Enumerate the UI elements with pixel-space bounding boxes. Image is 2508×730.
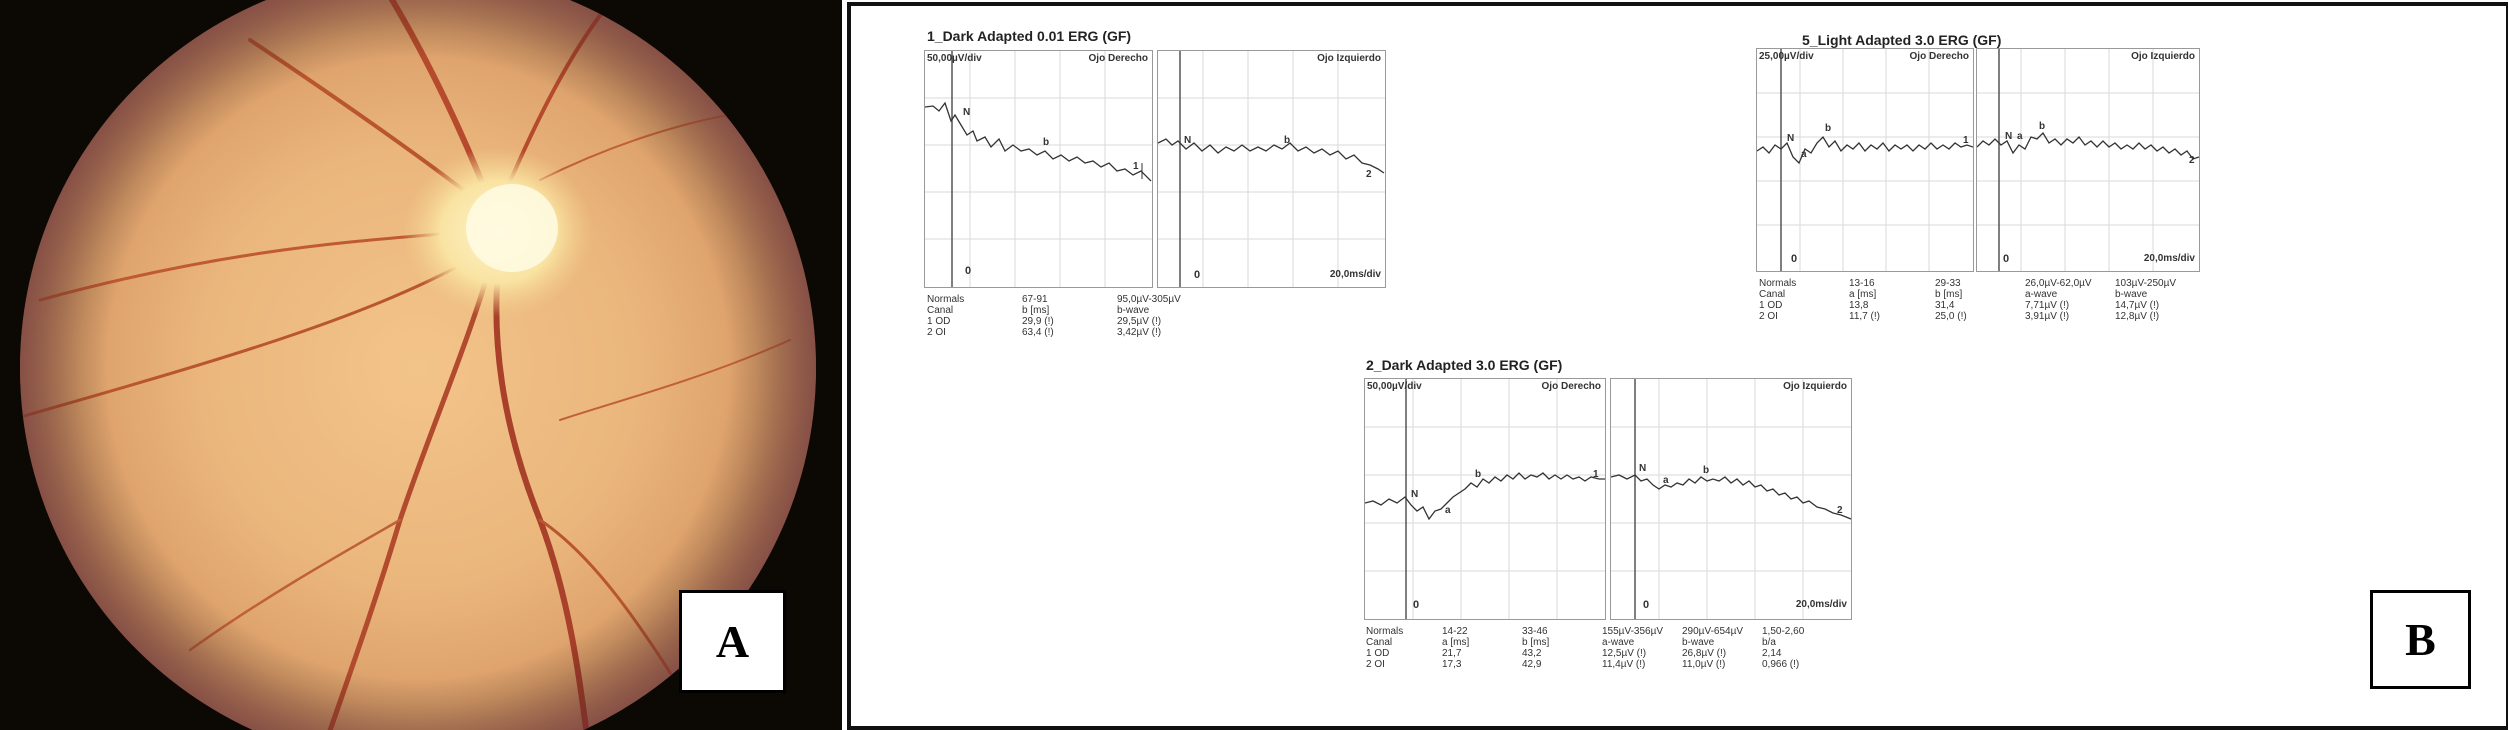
panel-b	[845, 0, 2508, 730]
plot5-time-scale: 20,0ms/div	[2143, 253, 2195, 264]
plot2-table-row: 2 OI 17,3 42,9 11,4µV (!) 11,0µV (!) 0,966 (!)	[1366, 659, 1800, 670]
plot2-left-trace	[1611, 475, 1851, 519]
plot5-left-grid	[1977, 49, 2199, 271]
plot2-scale-label: 50,00µV/div	[1367, 381, 1422, 392]
plot2-left-eye-label: Ojo Izquierdo	[1783, 381, 1847, 392]
plot5-table-row: 1 OD 13,8 31,4 7,71µV (!) 14,7µV (!)	[1759, 300, 2160, 311]
plot2-title: 2_Dark Adapted 3.0 ERG (GF)	[1366, 357, 1563, 373]
plot2-left-zero: 0	[1643, 599, 1650, 611]
plot1-right-eye	[924, 50, 1153, 288]
plot5-left-marker-2: 2	[2189, 155, 2195, 166]
plot2-right-marker-b: b	[1475, 469, 1482, 480]
plot2-left-marker-a: a	[1663, 475, 1669, 486]
plot5-left-marker-n: N	[2005, 131, 2013, 142]
plot1-scale-label: 50,00µV/div	[927, 53, 982, 64]
plot1-left-marker-n: N	[1184, 135, 1192, 146]
plot5-right-marker-n: N	[1787, 133, 1795, 144]
plot5-table-row: Canal a [ms] b [ms] a-wave b-wave	[1759, 289, 2148, 300]
plot2-right-eye	[1364, 378, 1606, 620]
plot2-left-marker-2: 2	[1837, 505, 1843, 516]
plot1-table-row: 1 OD 29,9 (!) 29,5µV (!)	[927, 316, 1162, 327]
plot5-left-zero: 0	[2003, 253, 2010, 265]
plot2-table-row: Normals 14-22 33-46 155µV-356µV 290µV-654µV 1,50-2,60	[1366, 626, 1805, 637]
plot1-left-eye	[1157, 50, 1386, 288]
plot5-right-eye	[1756, 48, 1974, 272]
plot1-right-zero: 0	[965, 265, 972, 277]
plot5-scale-label: 25,00µV/div	[1759, 51, 1814, 62]
plot1-right-grid	[925, 51, 1152, 287]
plot5-table-row: 2 OI 11,7 (!) 25,0 (!) 3,91µV (!) 12,8µV (!)	[1759, 311, 2160, 322]
plot2-left-grid	[1611, 379, 1851, 619]
plot2-right-grid	[1365, 379, 1605, 619]
plot1-time-scale: 20,0ms/div	[1329, 269, 1381, 280]
plot1-left-marker-2: 2	[1366, 169, 1372, 180]
plot1-left-zero: 0	[1194, 269, 1201, 281]
plot2-right-eye-label: Ojo Derecho	[1541, 381, 1601, 392]
plot1-left-marker-b: b	[1284, 135, 1291, 146]
plot2-right-trace	[1365, 473, 1605, 519]
plot1-right-marker-n: N	[963, 107, 971, 118]
plot2-results-table	[1366, 626, 1846, 670]
plot5-right-marker-a: a	[1801, 149, 1807, 160]
plot2-right-marker-a: a	[1445, 505, 1451, 516]
plot5-title: 5_Light Adapted 3.0 ERG (GF)	[1802, 32, 2002, 48]
plot1-left-eye-label: Ojo Izquierdo	[1317, 53, 1381, 64]
plot5-right-zero: 0	[1791, 253, 1798, 265]
plot2-left-marker-n: N	[1639, 463, 1647, 474]
panel-a-label: A	[679, 590, 786, 693]
plot2-table-row: Canal a [ms] b [ms] a-wave b-wave b/a	[1366, 637, 1776, 648]
plot2-time-scale: 20,0ms/div	[1795, 599, 1847, 610]
plot5-table-row: Normals 13-16 29-33 26,0µV-62,0µV 103µV-250µV	[1759, 278, 2177, 289]
plot1-left-trace	[1158, 139, 1384, 173]
plot1-table-row: 2 OI 63,4 (!) 3,42µV (!)	[927, 327, 1162, 338]
plot1-right-trace	[925, 103, 1151, 181]
plot2-table-row: 1 OD 21,7 43,2 12,5µV (!) 26,8µV (!) 2,14	[1366, 648, 1782, 659]
plot1-right-marker-b: b	[1043, 137, 1050, 148]
plot5-right-eye-label: Ojo Derecho	[1909, 51, 1969, 62]
plot5-right-marker-1: 1	[1963, 135, 1969, 146]
plot2-left-eye	[1610, 378, 1852, 620]
plot5-left-eye	[1976, 48, 2200, 272]
plot1-title: 1_Dark Adapted 0.01 ERG (GF)	[927, 28, 1132, 44]
plot2-right-marker-1: 1	[1593, 469, 1599, 480]
plot5-left-marker-a: a	[2017, 131, 2023, 142]
plot1-table-row: Canal b [ms] b-wave	[927, 305, 1150, 316]
plot1-right-marker-1-label: 1	[1133, 161, 1139, 172]
plot5-results-table	[1759, 278, 2199, 322]
plot2-left-marker-b: b	[1703, 465, 1710, 476]
plot2-right-zero: 0	[1413, 599, 1420, 611]
plot1-left-grid	[1158, 51, 1385, 287]
plot1-table-row: Normals 67-91 95,0µV-305µV	[927, 294, 1181, 305]
plot5-left-eye-label: Ojo Izquierdo	[2131, 51, 2195, 62]
plot5-right-marker-b: b	[1825, 123, 1832, 134]
panel-a	[0, 0, 842, 730]
plot2-right-marker-n: N	[1411, 489, 1419, 500]
plot5-left-marker-b: b	[2039, 121, 2046, 132]
plot5-right-grid	[1757, 49, 1973, 271]
plot1-right-eye-label: Ojo Derecho	[1088, 53, 1148, 64]
panel-b-label: B	[2370, 590, 2471, 689]
plot1-results-table	[927, 294, 1227, 338]
